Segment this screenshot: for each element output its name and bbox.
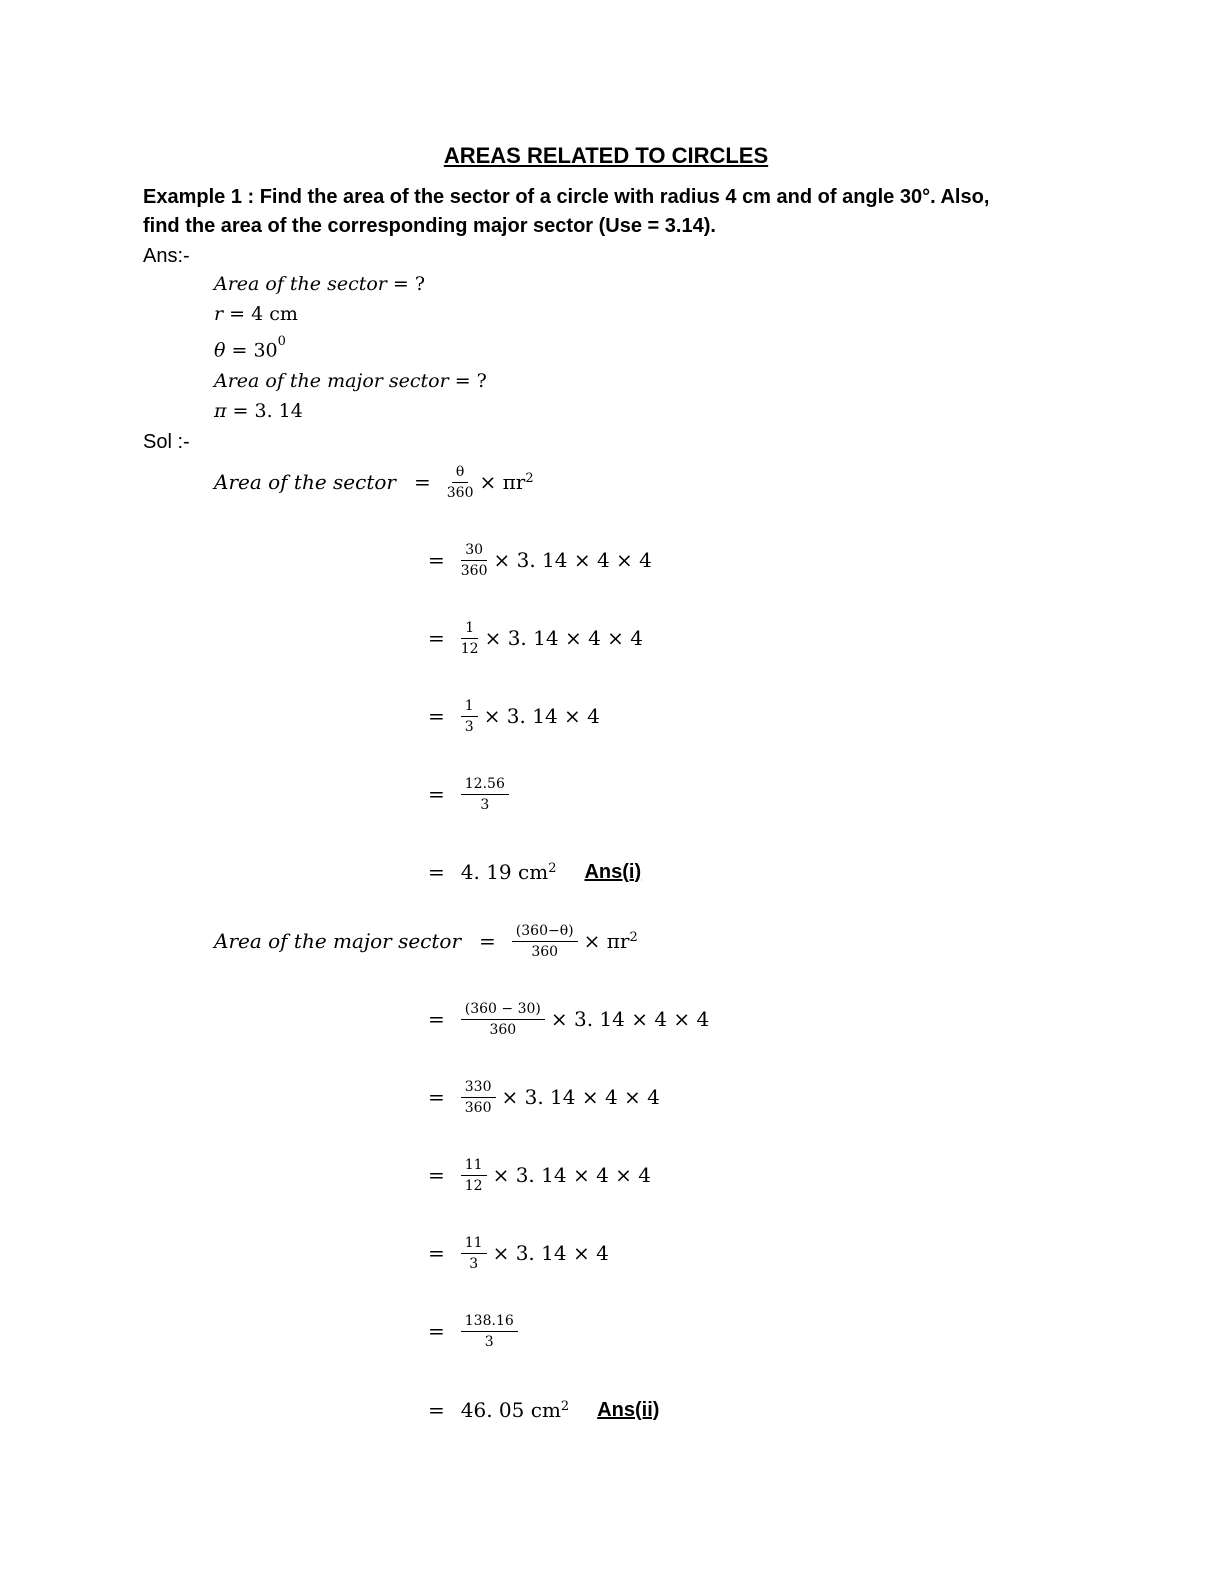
equation-step (428, 614, 643, 662)
equation-rest: × πr (583, 929, 630, 953)
equals-sign: = (428, 704, 445, 728)
ans-label: Ans:- (143, 245, 190, 267)
page-title: AREAS RELATED TO CIRCLES (443, 143, 769, 168)
fraction-denominator: 360 (531, 943, 559, 960)
given-rhs: = 4 cm (223, 303, 298, 325)
equation-step (428, 1386, 659, 1434)
equation-rest: × 3. 14 × 4 (483, 704, 600, 728)
fraction (461, 698, 478, 735)
fraction (461, 1079, 496, 1116)
equation-step (428, 995, 709, 1043)
question-line-2: find the area of the corresponding major sector (Use = 3.14). (143, 215, 716, 237)
answer-label: Ans(i) (584, 860, 642, 883)
fraction-numerator: 330 (461, 1079, 496, 1098)
equation-rest: × 3. 14 × 4 (492, 1241, 609, 1265)
equation-step (428, 1307, 524, 1355)
given-line (214, 273, 425, 295)
equals-sign: = (428, 1163, 445, 1187)
equation-rest: × 3. 14 × 4 × 4 (493, 548, 652, 572)
equation-rest: 46. 05 cm (460, 1398, 561, 1422)
equals-sign: = (428, 782, 445, 806)
given-rhs: = 30 (225, 339, 278, 362)
fraction-numerator: 11 (461, 1235, 487, 1254)
equation-step (428, 692, 600, 740)
given-lhs: Area of the sector (214, 273, 387, 295)
equation-rest: 4. 19 cm (460, 860, 549, 884)
equation-rest: × 3. 14 × 4 × 4 (550, 1007, 710, 1031)
fraction-numerator: 1 (461, 698, 478, 717)
equation-step (428, 1151, 651, 1199)
fraction (461, 1313, 518, 1350)
equation-rest: × 3. 14 × 4 × 4 (501, 1085, 660, 1109)
sol-label: Sol :- (143, 431, 190, 453)
equation-lhs: Area of the sector (214, 470, 396, 494)
superscript: 2 (525, 470, 534, 486)
fraction-numerator: 11 (461, 1157, 487, 1176)
equation-lhs: Area of the major sector (214, 929, 462, 953)
fraction-numerator: 1 (461, 620, 478, 639)
fraction (461, 1235, 487, 1272)
fraction-denominator: 12 (460, 640, 479, 657)
fraction-denominator: 3 (469, 1255, 479, 1272)
given-line (214, 303, 298, 325)
fraction-denominator: 12 (464, 1177, 483, 1194)
fraction-numerator: (360 − 30) (461, 1001, 545, 1020)
fraction-numerator: 138.16 (461, 1313, 518, 1332)
fraction-denominator: 3 (464, 718, 474, 735)
fraction (461, 776, 509, 813)
given-line (214, 334, 286, 362)
equals-sign: = (428, 1319, 445, 1343)
fraction-denominator: 3 (480, 796, 490, 813)
fraction-numerator: θ (452, 464, 468, 483)
fraction (461, 620, 479, 657)
fraction-numerator: (360−θ) (512, 923, 578, 942)
equation-step (428, 848, 641, 896)
given-line (214, 370, 487, 392)
fraction (512, 923, 578, 960)
equation-step (428, 1229, 609, 1277)
equation-step (428, 536, 652, 584)
given-rhs: = ? (386, 273, 426, 295)
given-superscript: 0 (277, 334, 286, 349)
equation-rest: × πr (479, 470, 526, 494)
equation-rest: × 3. 14 × 4 × 4 (484, 626, 643, 650)
equals-sign: = (428, 1241, 445, 1265)
equals-sign: = (428, 860, 445, 884)
equals-sign: = (428, 548, 445, 572)
fraction-denominator: 360 (464, 1099, 492, 1116)
equals-sign: = (479, 929, 496, 953)
equals-sign: = (413, 470, 431, 494)
equation-step (214, 458, 534, 506)
fraction (461, 1157, 487, 1194)
equals-sign: = (428, 1398, 445, 1422)
question-line-1: Example 1 : Find the area of the sector of a circle with radius 4 cm and of angle 30°. Also, (143, 186, 990, 208)
superscript: 2 (548, 860, 557, 876)
given-lhs: Area of the major sector (214, 370, 449, 392)
given-lhs: r (214, 303, 224, 325)
fraction-denominator: 3 (484, 1333, 494, 1350)
answer-label: Ans(ii) (597, 1398, 660, 1421)
given-lhs: π (214, 400, 227, 422)
fraction-numerator: 30 (461, 542, 487, 561)
given-line (214, 400, 303, 422)
fraction-numerator: 12.56 (461, 776, 509, 795)
fraction-denominator: 360 (460, 562, 488, 579)
superscript: 2 (629, 929, 638, 945)
equation-rest: × 3. 14 × 4 × 4 (492, 1163, 651, 1187)
equation-step (214, 917, 638, 965)
fraction (447, 464, 474, 501)
fraction (461, 1001, 545, 1038)
equation-step (428, 770, 515, 818)
fraction-denominator: 360 (446, 484, 474, 501)
given-rhs: = ? (448, 370, 487, 392)
fraction (461, 542, 488, 579)
equation-step (428, 1073, 660, 1121)
given-lhs: θ (214, 339, 226, 362)
superscript: 2 (560, 1398, 570, 1414)
equals-sign: = (428, 626, 445, 650)
fraction-denominator: 360 (489, 1021, 517, 1038)
equals-sign: = (428, 1085, 445, 1109)
equals-sign: = (428, 1007, 445, 1031)
given-rhs: = 3. 14 (226, 400, 303, 422)
